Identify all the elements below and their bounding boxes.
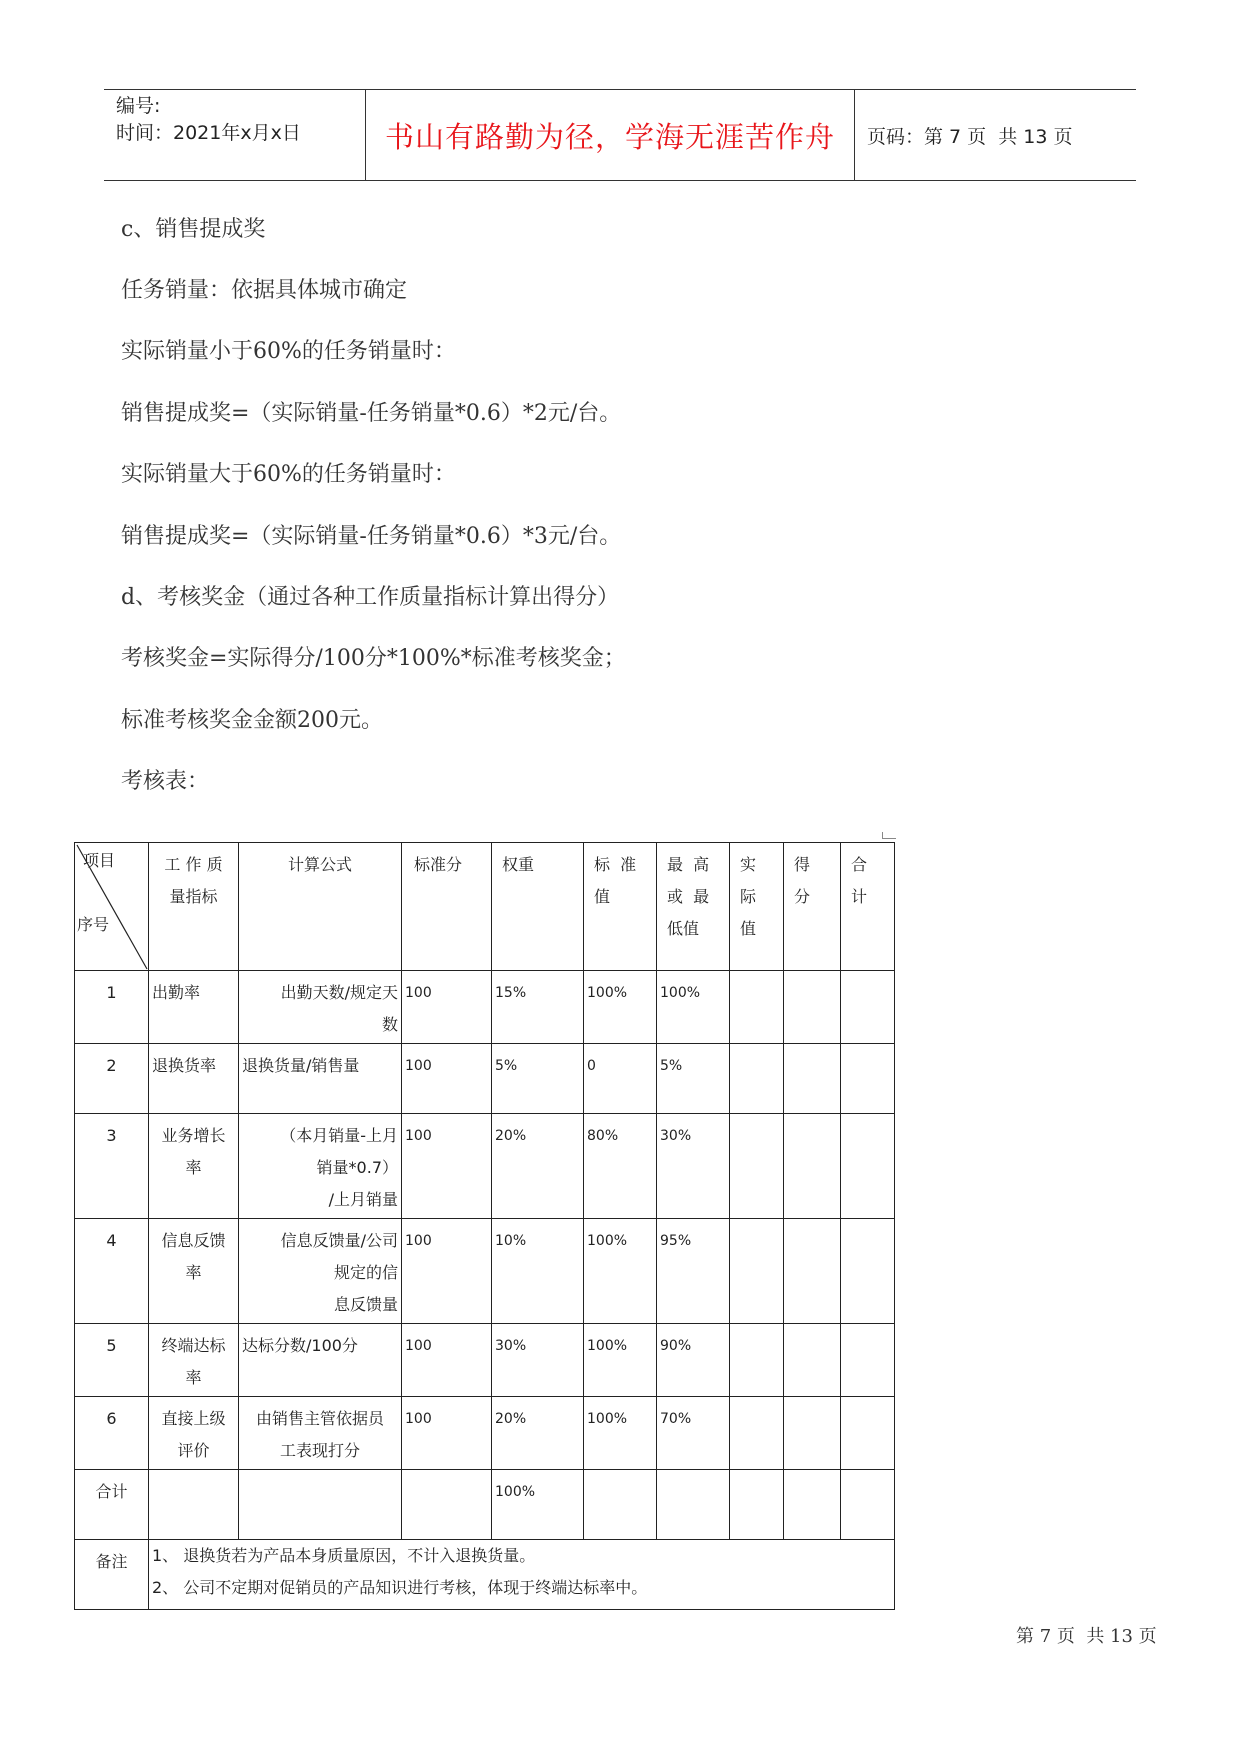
table-total-row — [75, 1470, 895, 1540]
row-total — [841, 1397, 895, 1470]
table-corner-cell — [75, 843, 149, 971]
header-weight: 权重 — [492, 843, 584, 971]
page-footer: 第 7 页 共 13 页 — [1016, 1626, 1157, 1647]
row-standard-value: 100% — [584, 971, 657, 1044]
header-page-info — [855, 90, 1136, 180]
row-indicator: 退换货率 — [149, 1044, 239, 1114]
row-limit: 100% — [657, 971, 730, 1044]
assessment-table-title: 考核表： — [121, 769, 210, 794]
bonus-formula: 考核奖金=实际得分/100分*100%*标准考核奖金； — [121, 646, 626, 671]
row-weight: 20% — [492, 1397, 584, 1470]
row-formula: 出勤天数/规定天 数 — [239, 971, 402, 1044]
remarks-content — [149, 1540, 895, 1610]
section-d-title: d、考核奖金（通过各种工作质量指标计算出得分） — [121, 585, 620, 610]
row-formula: 退换货量/销售量 — [239, 1044, 402, 1114]
row-no: 4 — [75, 1219, 149, 1324]
row-formula: 达标分数/100分 — [239, 1324, 402, 1397]
row-actual-value — [730, 1114, 784, 1219]
above-60-condition: 实际销量大于60%的任务销量时： — [121, 462, 456, 487]
task-volume-line: 任务销量：依据具体城市确定 — [121, 278, 408, 303]
header-limit: 最 高 或 最 低值 — [657, 843, 730, 971]
row-weight: 10% — [492, 1219, 584, 1324]
below-60-formula: 销售提成奖=（实际销量-任务销量*0.6）*2元/台。 — [121, 401, 622, 426]
row-indicator: 业务增长 率 — [149, 1114, 239, 1219]
header-indicator: 工 作 质 量指标 — [149, 843, 239, 971]
table-corner-mark-vertical — [882, 832, 883, 839]
row-total — [841, 1044, 895, 1114]
row-actual-value — [730, 1219, 784, 1324]
row-weight: 30% — [492, 1324, 584, 1397]
header-standard-value: 标 准 值 — [584, 843, 657, 971]
total-empty — [149, 1470, 239, 1540]
remark-item: 1、 退换货若为产品本身质量原因，不计入退换货量。 — [152, 1546, 536, 1565]
row-total — [841, 1114, 895, 1219]
row-standard-value: 100% — [584, 1219, 657, 1324]
document-number-label: 编号: — [116, 95, 161, 117]
row-limit: 5% — [657, 1044, 730, 1114]
header-page-info-text: 页码：第 7 页 共 13 页 — [867, 125, 1073, 148]
row-standard-score: 100 — [402, 1397, 492, 1470]
row-weight: 5% — [492, 1044, 584, 1114]
row-formula: 信息反馈量/公司 规定的信 息反馈量 — [239, 1219, 402, 1324]
row-score — [784, 1324, 841, 1397]
row-weight: 15% — [492, 971, 584, 1044]
header-standard-score: 标准分 — [402, 843, 492, 971]
corner-label-no: 序号 — [77, 915, 110, 934]
header-motto: 书山有路勤为径，学海无涯苦作舟 — [366, 90, 855, 180]
row-no: 3 — [75, 1114, 149, 1219]
table-corner-mark — [882, 838, 896, 839]
row-score — [784, 971, 841, 1044]
row-standard-score: 100 — [402, 1324, 492, 1397]
corner-label-item: 项目 — [83, 851, 116, 870]
table-remarks-row — [75, 1540, 895, 1610]
above-60-formula: 销售提成奖=（实际销量-任务销量*0.6）*3元/台。 — [121, 524, 622, 549]
remark-item: 2、 公司不定期对促销员的产品知识进行考核，体现于终端达标率中。 — [152, 1578, 648, 1597]
row-actual-value — [730, 1324, 784, 1397]
row-actual-value — [730, 1397, 784, 1470]
row-score — [784, 1114, 841, 1219]
total-empty — [657, 1470, 730, 1540]
document-time: 时间：2021年x月x日 — [116, 122, 301, 144]
total-empty — [239, 1470, 402, 1540]
total-empty — [784, 1470, 841, 1540]
row-standard-value: 80% — [584, 1114, 657, 1219]
row-score — [784, 1219, 841, 1324]
table-row — [75, 1219, 895, 1324]
row-limit: 90% — [657, 1324, 730, 1397]
header-actual-value: 实 际 值 — [730, 843, 784, 971]
total-empty — [841, 1470, 895, 1540]
below-60-condition: 实际销量小于60%的任务销量时： — [121, 339, 456, 364]
row-standard-value: 100% — [584, 1397, 657, 1470]
row-no: 2 — [75, 1044, 149, 1114]
total-empty — [402, 1470, 492, 1540]
total-empty — [730, 1470, 784, 1540]
row-score — [784, 1044, 841, 1114]
row-limit: 95% — [657, 1219, 730, 1324]
row-formula: 由销售主管依据员 工表现打分 — [239, 1397, 402, 1470]
table-header-row — [75, 843, 895, 971]
row-total — [841, 971, 895, 1044]
row-standard-score: 100 — [402, 1219, 492, 1324]
header-meta — [104, 90, 366, 180]
table-row — [75, 1114, 895, 1219]
row-formula: （本月销量-上月 销量*0.7） /上月销量 — [239, 1114, 402, 1219]
header-score: 得 分 — [784, 843, 841, 971]
row-standard-score: 100 — [402, 1114, 492, 1219]
row-standard-score: 100 — [402, 1044, 492, 1114]
row-no: 5 — [75, 1324, 149, 1397]
row-standard-value: 100% — [584, 1324, 657, 1397]
table-row — [75, 971, 895, 1044]
header-formula: 计算公式 — [239, 843, 402, 971]
row-indicator: 直接上级 评价 — [149, 1397, 239, 1470]
row-total — [841, 1219, 895, 1324]
header-total: 合 计 — [841, 843, 895, 971]
total-empty — [584, 1470, 657, 1540]
table-row — [75, 1397, 895, 1470]
standard-bonus-amount: 标准考核奖金金额200元。 — [121, 708, 383, 733]
remarks-label: 备注 — [75, 1540, 149, 1610]
row-standard-score: 100 — [402, 971, 492, 1044]
row-indicator: 终端达标 率 — [149, 1324, 239, 1397]
page-header — [104, 89, 1136, 181]
row-weight: 20% — [492, 1114, 584, 1219]
row-total — [841, 1324, 895, 1397]
assessment-table — [74, 842, 895, 1610]
row-score — [784, 1397, 841, 1470]
row-actual-value — [730, 1044, 784, 1114]
row-standard-value: 0 — [584, 1044, 657, 1114]
table-row — [75, 1324, 895, 1397]
row-indicator: 出勤率 — [149, 971, 239, 1044]
row-limit: 70% — [657, 1397, 730, 1470]
section-c-title: c、销售提成奖 — [121, 217, 266, 242]
row-actual-value — [730, 971, 784, 1044]
row-limit: 30% — [657, 1114, 730, 1219]
table-row — [75, 1044, 895, 1114]
row-indicator: 信息反馈 率 — [149, 1219, 239, 1324]
row-no: 1 — [75, 971, 149, 1044]
row-no: 6 — [75, 1397, 149, 1470]
total-weight: 100% — [492, 1470, 584, 1540]
total-label: 合计 — [75, 1470, 149, 1540]
